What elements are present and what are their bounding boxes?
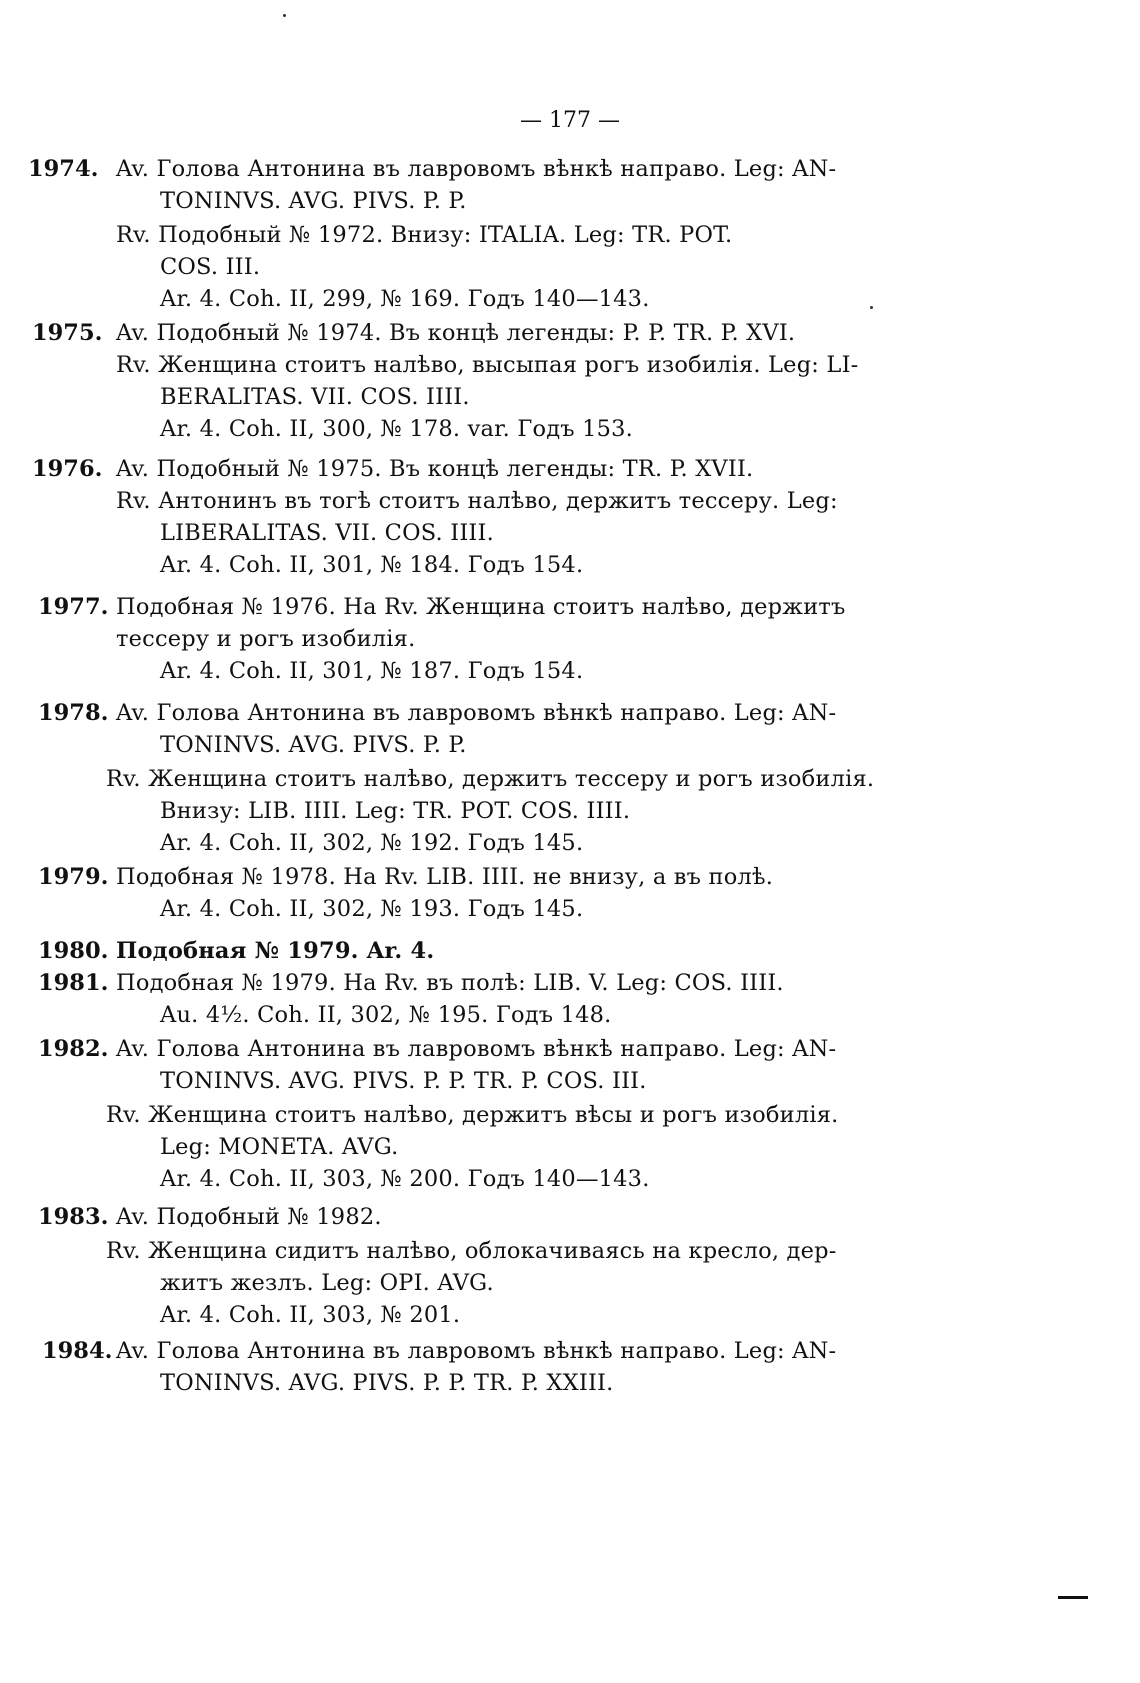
- entry-line: Ar. 4. Coh. II, 303, № 201.: [160, 1302, 461, 1328]
- entry-line: Ar. 4. Coh. II, 302, № 193. Годъ 145.: [160, 896, 584, 922]
- entry-line: Av. Голова Антонина въ лавровомъ вѣнкѣ направо. Leg: AN-: [116, 1036, 837, 1062]
- entry-line: Подобная № 1978. На Rv. LIB. IIII. не внизу, а въ полѣ.: [116, 864, 774, 890]
- entry-line: Ar. 4. Coh. II, 302, № 192. Годъ 145.: [160, 830, 584, 856]
- entry-number: 1979.: [38, 864, 109, 890]
- page-number: — 177 —: [520, 108, 620, 133]
- entry-line: LIBERALITAS. VII. COS. IIII.: [160, 520, 494, 546]
- entry-line: Rv. Женщина стоитъ налѣво, высыпая рогъ изобилія. Leg: LI-: [116, 352, 859, 378]
- entry-line: Av. Подобный № 1975. Въ концѣ легенды: TR. P. XVII.: [116, 456, 754, 482]
- entry-line: Au. 4½. Coh. II, 302, № 195. Годъ 148.: [160, 1002, 612, 1028]
- entry-line: TONINVS. AVG. PIVS. P. P. TR. P. XXIII.: [160, 1370, 614, 1396]
- entry-number: 1976.: [32, 456, 103, 482]
- entry-line: Ar. 4. Coh. II, 301, № 187. Годъ 154.: [160, 658, 584, 684]
- entry-line: Ar. 4. Coh. II, 301, № 184. Годъ 154.: [160, 552, 584, 578]
- entry-line: TONINVS. AVG. PIVS. P. P. TR. P. COS. III.: [160, 1068, 647, 1094]
- entry-line: Rv. Женщина сидитъ налѣво, облокачиваясь на кресло, дер-: [106, 1238, 837, 1264]
- entry-line: Rv. Подобный № 1972. Внизу: ITALIA. Leg: TR. POT.: [116, 222, 733, 248]
- entry-line: Ar. 4. Coh. II, 299, № 169. Годъ 140—143.: [160, 286, 650, 312]
- entry-line: TONINVS. AVG. PIVS. P. P.: [160, 188, 467, 214]
- margin-dash-mark: [1058, 1596, 1088, 1599]
- entry-number: 1980.: [38, 938, 109, 964]
- entry-line: Внизу: LIB. IIII. Leg: TR. POT. COS. IIII.: [160, 798, 631, 824]
- entry-number: 1981.: [38, 970, 109, 996]
- entry-line: тессеру и рогъ изобилія.: [116, 626, 416, 652]
- entry-line: Rv. Антонинъ въ тогѣ стоитъ налѣво, держитъ тессеру. Leg:: [116, 488, 838, 514]
- entry-line: Av. Подобный № 1982.: [116, 1204, 382, 1230]
- entry-line: Av. Голова Антонина въ лавровомъ вѣнкѣ направо. Leg: AN-: [116, 1338, 837, 1364]
- entry-line: Av. Голова Антонина въ лавровомъ вѣнкѣ направо. Leg: AN-: [116, 156, 837, 182]
- entry-line: Подобная № 1979. Ar. 4.: [116, 938, 435, 964]
- entry-number: 1982.: [38, 1036, 109, 1062]
- entry-number: 1975.: [32, 320, 103, 346]
- entry-line: Подобная № 1979. На Rv. въ полѣ: LIB. V. Leg: COS. IIII.: [116, 970, 784, 996]
- scan-speck: [283, 14, 286, 17]
- entry-line: Av. Подобный № 1974. Въ концѣ легенды: P. P. TR. P. XVI.: [116, 320, 796, 346]
- entry-number: 1983.: [38, 1204, 109, 1230]
- entry-line: Av. Голова Антонина въ лавровомъ вѣнкѣ направо. Leg: AN-: [116, 700, 837, 726]
- entry-number: 1977.: [38, 594, 109, 620]
- entry-line: Leg: MONETA. AVG.: [160, 1134, 399, 1160]
- entry-line: Ar. 4. Coh. II, 300, № 178. var. Годъ 153.: [160, 416, 634, 442]
- entry-number: 1974.: [28, 156, 99, 182]
- scan-speck: [870, 306, 873, 309]
- entry-line: TONINVS. AVG. PIVS. P. P.: [160, 732, 467, 758]
- entry-line: Подобная № 1976. На Rv. Женщина стоитъ налѣво, держитъ: [116, 594, 846, 620]
- entry-line: COS. III.: [160, 254, 261, 280]
- entry-line: житъ жезлъ. Leg: OPI. AVG.: [160, 1270, 494, 1296]
- entry-line: Ar. 4. Coh. II, 303, № 200. Годъ 140—143.: [160, 1166, 650, 1192]
- entry-number: 1978.: [38, 700, 109, 726]
- entry-line: BERALITAS. VII. COS. IIII.: [160, 384, 470, 410]
- entry-line: Rv. Женщина стоитъ налѣво, держитъ тессеру и рогъ изобилія.: [106, 766, 875, 792]
- entry-line: Rv. Женщина стоитъ налѣво, держитъ вѣсы и рогъ изобилія.: [106, 1102, 839, 1128]
- entry-number: 1984.: [42, 1338, 113, 1364]
